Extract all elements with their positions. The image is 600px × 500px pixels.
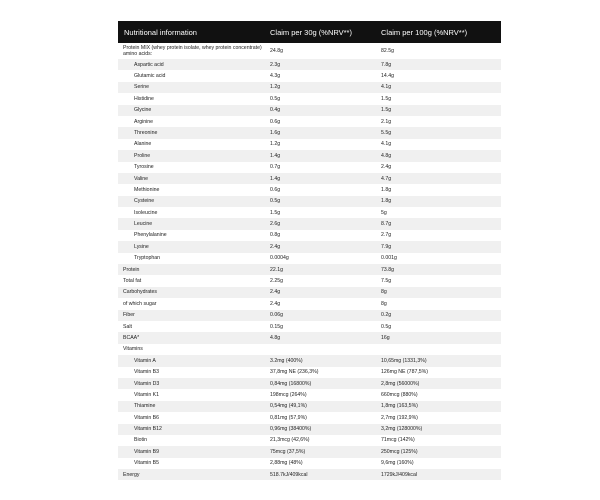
row-value-30g: 75mcg (37,5%) <box>270 448 306 455</box>
row-value-100g: 4.8g <box>381 152 392 159</box>
table-row <box>118 332 501 343</box>
table-row <box>118 253 501 264</box>
row-label: Protein <box>123 266 140 273</box>
row-value-30g: 0.15g <box>270 323 283 330</box>
row-value-30g: 1.4g <box>270 175 281 182</box>
table-row <box>118 275 501 286</box>
table-row <box>118 241 501 252</box>
row-value-100g: 1.8g <box>381 198 392 205</box>
row-value-100g: 14.4g <box>381 72 394 79</box>
row-label: Glutamic acid <box>134 72 166 79</box>
row-label: Vitamin K1 <box>134 391 159 398</box>
row-label: Phenylalanine <box>134 232 167 239</box>
row-value-30g: 0.0004g <box>270 255 289 262</box>
row-value-30g: 0,96mg (38400%) <box>270 426 312 433</box>
table-row <box>118 446 501 457</box>
table-row <box>118 298 501 309</box>
row-value-30g: 1.4g <box>270 152 281 159</box>
table-row <box>118 264 501 275</box>
nutrition-table <box>118 21 501 480</box>
table-body <box>118 43 501 480</box>
row-label: Cysteine <box>134 198 155 205</box>
table-row <box>118 424 501 435</box>
row-value-100g: 0.2g <box>381 312 392 319</box>
row-value-100g: 8g <box>381 289 387 296</box>
row-value-100g: 126mg NE (787,5%) <box>381 369 428 376</box>
row-value-100g: 3,2mg (128000%) <box>381 426 423 433</box>
row-value-100g: 5g <box>381 209 387 216</box>
table-row <box>118 355 501 366</box>
row-label: Vitamin B3 <box>134 369 159 376</box>
row-value-100g: 1,8mg (163,5%) <box>381 403 418 410</box>
row-value-30g: 2.4g <box>270 289 281 296</box>
row-label: Isoleucine <box>134 209 158 216</box>
table-row <box>118 458 501 469</box>
table-header <box>118 21 501 43</box>
row-value-100g: 1.5g <box>381 95 392 102</box>
row-label: Proline <box>134 152 151 159</box>
table-row <box>118 93 501 104</box>
row-value-100g: 73.8g <box>381 266 394 273</box>
row-label: Leucine <box>134 221 153 228</box>
row-value-30g: 1.2g <box>270 141 281 148</box>
row-label: Vitamin D3 <box>134 380 160 387</box>
row-value-30g: 2.25g <box>270 278 283 285</box>
row-value-100g: 1.5g <box>381 107 392 114</box>
row-label: Vitamins <box>123 346 143 353</box>
row-label: Glycine <box>134 107 152 114</box>
row-value-100g: 4.1g <box>381 141 392 148</box>
table-row <box>118 127 501 138</box>
row-value-30g: 2.4g <box>270 243 281 250</box>
row-value-100g: 2.4g <box>381 164 392 171</box>
row-label: Vitamin B6 <box>134 414 159 421</box>
table-row <box>118 43 501 59</box>
row-value-100g: 8.7g <box>381 221 392 228</box>
row-value-100g: 1.8g <box>381 186 392 193</box>
row-value-100g: 7.8g <box>381 61 392 68</box>
table-row <box>118 367 501 378</box>
table-row <box>118 70 501 81</box>
table-row <box>118 344 501 355</box>
row-value-30g: 0.6g <box>270 118 281 125</box>
table-row <box>118 287 501 298</box>
table-row <box>118 196 501 207</box>
row-value-30g: 0,81mg (57,9%) <box>270 414 307 421</box>
row-value-30g: 2.6g <box>270 221 281 228</box>
table-row <box>118 139 501 150</box>
row-label: Vitamin B12 <box>134 426 162 433</box>
row-value-100g: 71mcg (142%) <box>381 437 415 444</box>
row-label: Serine <box>134 84 149 91</box>
row-value-30g: 1.5g <box>270 209 281 216</box>
row-value-100g: 4.1g <box>381 84 392 91</box>
table-row <box>118 321 501 332</box>
row-value-100g: 4.7g <box>381 175 392 182</box>
table-row <box>118 469 501 480</box>
row-value-30g: 198mcg (264%) <box>270 391 307 398</box>
row-label: Arginine <box>134 118 154 125</box>
table-row <box>118 401 501 412</box>
row-value-100g: 250mcg (125%) <box>381 448 418 455</box>
row-value-100g: 0.5g <box>381 323 392 330</box>
row-value-100g: 16g <box>381 334 390 341</box>
row-value-100g: 2,8mg (56000%) <box>381 380 420 387</box>
row-label: Protein MIX (whey protein isolate, whey protein concentrate) amino acids: <box>123 44 262 57</box>
row-value-30g: 24.8g <box>270 47 283 54</box>
table-row <box>118 207 501 218</box>
row-value-30g: 3.2mg (400%) <box>270 357 303 364</box>
row-label: Vitamin A <box>134 357 156 364</box>
row-value-30g: 22.1g <box>270 266 283 273</box>
row-value-30g: 0,84mg (16800%) <box>270 380 312 387</box>
header-claim-per-30g: Claim per 30g (%NRV**) <box>270 27 352 37</box>
row-label: Salt <box>123 323 132 330</box>
row-value-100g: 0.001g <box>381 255 397 262</box>
row-value-30g: 37,8mg NE (236,3%) <box>270 369 319 376</box>
row-value-30g: 0.6g <box>270 186 281 193</box>
row-value-30g: 2.4g <box>270 300 281 307</box>
table-row <box>118 218 501 229</box>
row-value-30g: 0.4g <box>270 107 281 114</box>
row-value-100g: 5.5g <box>381 129 392 136</box>
row-value-30g: 4.3g <box>270 72 281 79</box>
table-row <box>118 162 501 173</box>
row-value-100g: 2.7g <box>381 232 392 239</box>
row-value-30g: 0,54mg (49,1%) <box>270 403 307 410</box>
row-value-100g: 1729kJ/409kcal <box>381 471 418 478</box>
row-label: Total fat <box>123 278 142 285</box>
row-value-30g: 0.5g <box>270 95 281 102</box>
row-value-30g: 21,3mcg (42,6%) <box>270 437 310 444</box>
row-value-100g: 10,65mg (1331,3%) <box>381 357 427 364</box>
table-row <box>118 150 501 161</box>
row-value-100g: 2.1g <box>381 118 392 125</box>
row-value-100g: 2,7mg (192,9%) <box>381 414 418 421</box>
row-value-30g: 0.5g <box>270 198 281 205</box>
row-label: Thiamine <box>134 403 156 410</box>
row-label: of which sugar <box>123 300 157 307</box>
row-value-30g: 0.06g <box>270 312 283 319</box>
row-value-100g: 660mcg (880%) <box>381 391 418 398</box>
table-row <box>118 435 501 446</box>
row-value-30g: 0.7g <box>270 164 281 171</box>
row-label: Aspartic acid <box>134 61 164 68</box>
table-row <box>118 105 501 116</box>
table-row <box>118 173 501 184</box>
row-value-30g: 2,88mg (48%) <box>270 460 303 467</box>
row-label: Histidine <box>134 95 154 102</box>
row-value-100g: 9,6mg (160%) <box>381 460 414 467</box>
table-row <box>118 116 501 127</box>
table-row <box>118 82 501 93</box>
table-row <box>118 230 501 241</box>
row-label: Carbohydrates <box>123 289 158 296</box>
row-label: Biotin <box>134 437 147 444</box>
row-value-100g: 7.9g <box>381 243 392 250</box>
row-value-100g: 82.5g <box>381 47 394 54</box>
row-label: Valine <box>134 175 149 182</box>
row-value-30g: 4.8g <box>270 334 281 341</box>
table-row <box>118 310 501 321</box>
row-value-100g: 8g <box>381 300 387 307</box>
header-claim-per-100g: Claim per 100g (%NRV**) <box>381 27 468 37</box>
row-value-30g: 1.6g <box>270 129 281 136</box>
row-value-30g: 2.3g <box>270 61 281 68</box>
table-row <box>118 412 501 423</box>
table-row <box>118 184 501 195</box>
header-nutritional-information: Nutritional information <box>124 27 197 37</box>
row-label: Vitamin B9 <box>134 448 159 455</box>
row-label: Fiber <box>123 312 135 319</box>
row-label: Lysine <box>134 243 149 250</box>
row-value-30g: 1.2g <box>270 84 281 91</box>
table-row <box>118 378 501 389</box>
table-row <box>118 59 501 70</box>
row-label: Energy <box>123 471 140 478</box>
row-label: Threonine <box>134 129 158 136</box>
row-label: Methionine <box>134 186 160 193</box>
row-label: Tryptophan <box>134 255 161 262</box>
row-label: Tyrosine <box>134 164 154 171</box>
row-label: BCAA* <box>123 334 140 341</box>
row-value-100g: 7.5g <box>381 278 392 285</box>
row-value-30g: 0.8g <box>270 232 281 239</box>
table-row <box>118 389 501 400</box>
row-label: Alanine <box>134 141 152 148</box>
row-value-30g: 518.7kJ/409kcal <box>270 471 308 478</box>
row-label: Vitamin B5 <box>134 460 159 467</box>
